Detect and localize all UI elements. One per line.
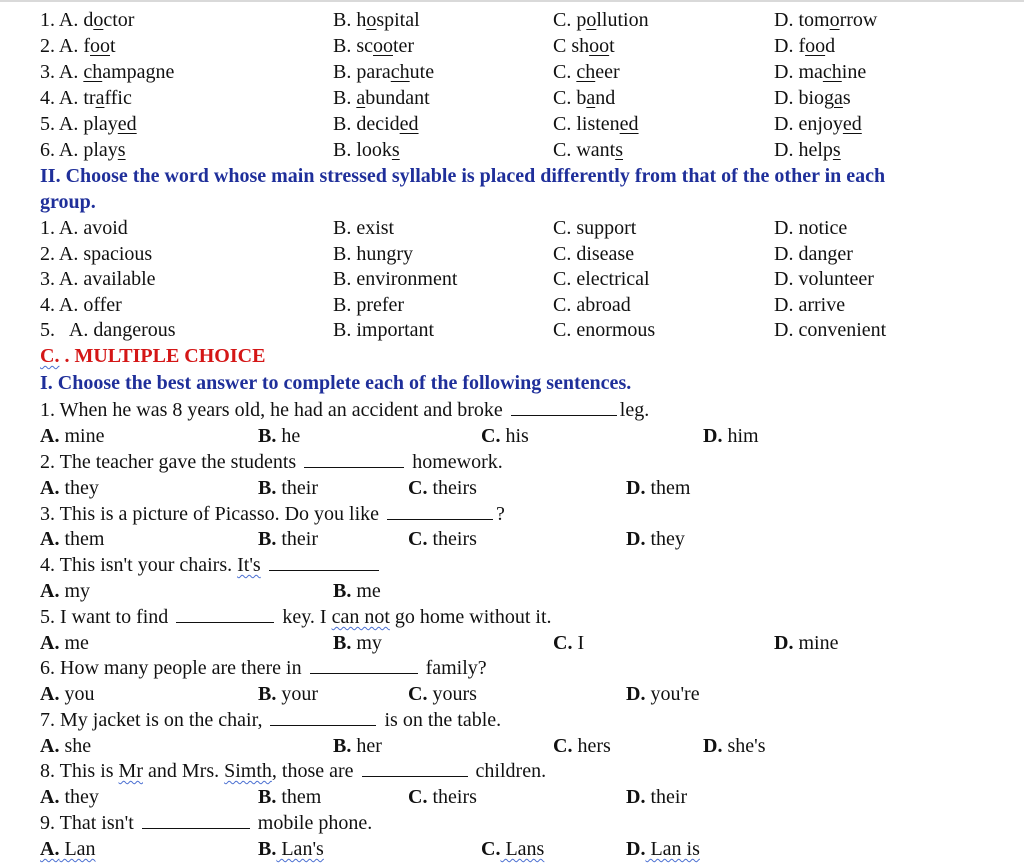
option-c[interactable]: C. theirs: [408, 477, 477, 499]
question-7-options: [0, 733, 1024, 759]
option-a[interactable]: 2. A. foot: [40, 35, 116, 57]
question-1-options: [0, 423, 1024, 449]
option-d[interactable]: D. you're: [626, 683, 700, 705]
question-text: 3. This is a picture of Picasso. Do you like ?: [40, 503, 505, 525]
option-b[interactable]: B. important: [333, 319, 435, 342]
option-a[interactable]: A. they: [40, 477, 99, 499]
underlined-sound: ed: [842, 113, 862, 135]
option-b[interactable]: B. prefer: [333, 293, 405, 316]
question-text: 9. That isn't mobile phone.: [40, 812, 373, 834]
question-7: [0, 707, 1024, 733]
underlined-sound: oo: [589, 35, 610, 57]
option-a[interactable]: 2. A. spacious: [40, 242, 153, 265]
underlined-sound: s: [117, 139, 126, 161]
option-a[interactable]: 1. A. doctor: [40, 9, 135, 31]
underlined-sound: s: [615, 139, 624, 161]
stress-row: [0, 292, 1024, 318]
option-d[interactable]: D. enjoyed: [774, 113, 862, 135]
underlined-sound: oo: [90, 35, 110, 57]
option-c[interactable]: C. yours: [408, 683, 477, 705]
option-d[interactable]: D. notice: [774, 217, 848, 239]
option-a[interactable]: A. my: [40, 580, 91, 602]
option-a[interactable]: A. you: [40, 683, 95, 705]
question-5-options: [0, 630, 1024, 656]
option-b[interactable]: B. looks: [333, 139, 400, 161]
pronunciation-row: [0, 85, 1024, 111]
question-3-options: [0, 526, 1024, 552]
option-d[interactable]: D. arrive: [774, 293, 846, 316]
option-d[interactable]: D. biogas: [774, 87, 851, 109]
option-c[interactable]: C. electrical: [553, 268, 650, 291]
underlined-sound: ed: [399, 113, 419, 135]
question-2: [0, 449, 1024, 475]
option-b[interactable]: B. my: [333, 632, 382, 654]
answer-blank[interactable]: [270, 707, 376, 726]
question-text: 5. I want to find key. I can not go home without it.: [40, 606, 552, 628]
option-a[interactable]: 3. A. champagne: [40, 61, 175, 83]
option-b[interactable]: B. scooter: [333, 35, 415, 57]
answer-blank[interactable]: [142, 810, 250, 829]
title-rest: . MULTIPLE CHOICE: [59, 345, 266, 367]
question-text: 6. How many people are there in family?: [40, 657, 487, 679]
option-b[interactable]: B. decided: [333, 113, 419, 135]
section2-title-line2: group.: [40, 191, 96, 213]
underlined-sound: o: [366, 9, 377, 31]
question-text: 1. When he was 8 years old, he had an accident and broke leg.: [40, 399, 650, 421]
option-c[interactable]: C. listened: [553, 113, 639, 135]
question-3: [0, 501, 1024, 527]
question-8-options: [0, 784, 1024, 810]
option-a[interactable]: 3. A. available: [40, 268, 156, 291]
answer-blank[interactable]: [387, 501, 493, 520]
option-d[interactable]: D. she's: [703, 735, 766, 757]
question-9-options: [0, 836, 1024, 862]
option-a[interactable]: 4. A. offer: [40, 293, 122, 316]
option-d[interactable]: D. machine: [774, 61, 867, 83]
underlined-sound: oo: [805, 35, 826, 57]
stress-row: [0, 266, 1024, 292]
pronunciation-row: [0, 59, 1024, 85]
section2-title-line1: II. Choose the word whose main stressed syllable is placed differently from that of the other in each: [40, 165, 886, 187]
option-a[interactable]: A. Lan: [40, 838, 96, 860]
question-4: [0, 552, 1024, 578]
option-a[interactable]: 4. A. traffic: [40, 87, 132, 109]
multiple-choice-title: [40, 343, 265, 369]
option-c[interactable]: C. his: [481, 425, 529, 447]
underlined-sound: a: [95, 87, 105, 109]
option-a[interactable]: A. she: [40, 735, 92, 757]
question-6-options: [0, 681, 1024, 707]
option-a[interactable]: 1. A. avoid: [40, 217, 128, 239]
underlined-sound: ch: [822, 61, 842, 83]
underlined-sound: a: [586, 87, 596, 109]
pronunciation-row: [0, 137, 1024, 163]
underlined-sound: ch: [390, 61, 410, 83]
question-5: [0, 604, 1024, 630]
underlined-sound: o: [586, 9, 597, 31]
option-b[interactable]: B. hungry: [333, 242, 413, 265]
option-d[interactable]: D. convenient: [774, 319, 887, 342]
option-a[interactable]: 5. A. played: [40, 113, 137, 135]
option-d[interactable]: D. food: [774, 35, 836, 57]
option-c[interactable]: C shoot: [553, 35, 615, 57]
question-6: [0, 655, 1024, 681]
option-c[interactable]: C. Lans: [481, 838, 545, 860]
option-d[interactable]: D. they: [626, 528, 685, 550]
question-text: 4. This isn't your chairs. It's: [40, 552, 382, 578]
pronunciation-row: [0, 111, 1024, 137]
option-b[interactable]: B. them: [258, 786, 322, 808]
question-text: 8. This is Mr and Mrs. Simth, those are children.: [40, 760, 547, 782]
option-a[interactable]: A. me: [40, 632, 89, 654]
option-c[interactable]: C. cheer: [553, 61, 620, 83]
option-d[interactable]: D. Lan is: [626, 838, 700, 860]
option-d[interactable]: D. volunteer: [774, 268, 874, 291]
option-c[interactable]: C. theirs: [408, 786, 477, 808]
option-b[interactable]: B. he: [258, 425, 301, 447]
answer-blank[interactable]: [176, 604, 274, 623]
underlined-sound: a: [356, 87, 366, 109]
underlined-sound: ed: [117, 113, 137, 135]
option-d[interactable]: D. their: [626, 786, 688, 808]
option-a[interactable]: A. they: [40, 786, 99, 808]
underlined-sound: a: [834, 87, 843, 109]
option-a[interactable]: A. them: [40, 528, 105, 550]
option-c[interactable]: C. band: [553, 87, 616, 109]
question-text: 7. My jacket is on the chair, is on the table.: [40, 709, 502, 731]
option-b[interactable]: B. Lan's: [258, 838, 324, 860]
stress-row: [0, 241, 1024, 267]
option-d[interactable]: D. danger: [774, 242, 853, 265]
option-c[interactable]: C. pollution: [553, 9, 649, 31]
underlined-sound: o: [829, 9, 840, 31]
answer-blank[interactable]: [362, 758, 468, 777]
option-b[interactable]: B. her: [333, 735, 382, 757]
answer-blank[interactable]: [511, 397, 617, 416]
option-b[interactable]: B. your: [258, 683, 319, 705]
option-b[interactable]: B. their: [258, 477, 318, 499]
underlined-sound: ed: [619, 113, 639, 135]
underlined-sound: s: [832, 139, 841, 161]
underlined-sound: oo: [373, 35, 393, 57]
question-9: [0, 810, 1024, 836]
pronunciation-row: [0, 7, 1024, 33]
option-d[interactable]: D. tomorrow: [774, 9, 878, 31]
option-a[interactable]: 5. A. dangerous: [40, 319, 176, 342]
option-b[interactable]: B. abundant: [333, 87, 430, 109]
stress-row: [0, 215, 1024, 241]
option-b[interactable]: B. exist: [333, 217, 395, 239]
option-c[interactable]: C. theirs: [408, 528, 477, 550]
option-d[interactable]: D. him: [703, 425, 759, 447]
option-b[interactable]: B. environment: [333, 268, 458, 291]
answer-blank[interactable]: [310, 655, 418, 674]
question-4-options: [0, 578, 1024, 604]
question-2-options: [0, 475, 1024, 501]
title-c-letter: C.: [40, 345, 60, 367]
mc-instruction: I. Choose the best answer to complete each of the following sentences.: [40, 372, 632, 394]
underlined-sound: ch: [83, 61, 103, 83]
question-text: 2. The teacher gave the students homework.: [40, 451, 503, 473]
option-d[interactable]: D. helps: [774, 139, 841, 161]
option-b[interactable]: B. hospital: [333, 9, 420, 31]
option-c[interactable]: C. wants: [553, 139, 624, 161]
option-c[interactable]: C. enormous: [553, 319, 656, 342]
option-b[interactable]: B. their: [258, 528, 318, 550]
question-1: [0, 397, 1024, 423]
question-8: [0, 758, 1024, 784]
answer-blank[interactable]: [304, 449, 404, 468]
option-b[interactable]: B. parachute: [333, 61, 435, 83]
stress-row: [0, 317, 1024, 343]
option-d[interactable]: D. mine: [774, 632, 839, 654]
answer-blank[interactable]: [269, 552, 379, 571]
pronunciation-row: [0, 33, 1024, 59]
option-c[interactable]: C. abroad: [553, 293, 631, 316]
option-c[interactable]: C. hers: [553, 735, 611, 757]
option-d[interactable]: D. them: [626, 477, 691, 499]
option-c[interactable]: C. support: [553, 217, 637, 239]
option-c[interactable]: C. disease: [553, 242, 635, 265]
underlined-sound: o: [93, 9, 104, 31]
option-b[interactable]: B. me: [333, 580, 381, 602]
underlined-sound: s: [391, 139, 400, 161]
option-a[interactable]: 6. A. plays: [40, 139, 126, 161]
option-a[interactable]: A. mine: [40, 425, 105, 447]
option-c[interactable]: C. I: [553, 632, 585, 654]
underlined-sound: ch: [576, 61, 596, 83]
